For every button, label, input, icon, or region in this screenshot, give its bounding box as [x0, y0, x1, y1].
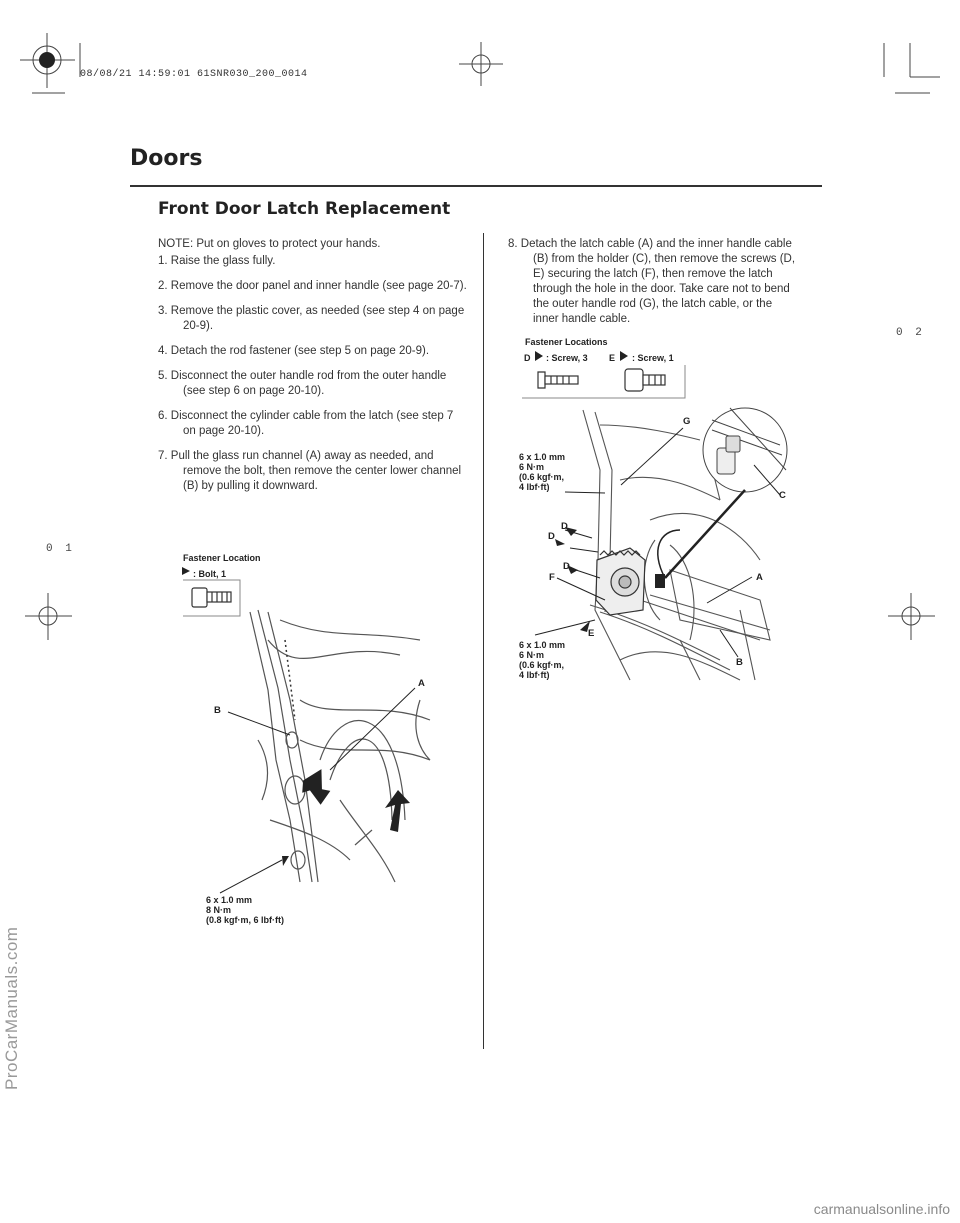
section-title: Doors [130, 146, 203, 171]
bottom-watermark: carmanualsonline.info [813, 1201, 950, 1217]
note-text: NOTE: Put on gloves to protect your hands. [158, 238, 381, 250]
step-7: 7. Pull the glass run channel (A) away as needed, and remove the bolt, then remove the center lower channel (B) by pulling it downward. [158, 450, 462, 492]
callout-g: G [683, 416, 691, 427]
callout-b-right: B [736, 657, 743, 668]
torque-spec-left-2: 8 N·m [206, 905, 232, 915]
side-watermark: ProCarManuals.com [2, 926, 21, 1090]
callout-d-3: D [563, 561, 570, 572]
step-1: 1. Raise the glass fully. [158, 255, 276, 267]
bolt-legend: : Bolt, 1 [193, 569, 226, 579]
torque-top-4: 4 lbf·ft) [519, 482, 550, 492]
torque-bottom-1: 6 x 1.0 mm [519, 640, 566, 650]
legend-d-arrow-icon [535, 351, 543, 361]
torque-spec-left-1: 6 x 1.0 mm [206, 895, 253, 905]
torque-bottom-4: 4 lbf·ft) [519, 670, 550, 680]
legend-e-screw: : Screw, 1 [632, 353, 674, 363]
fastener-locations-title: Fastener Locations [525, 337, 608, 347]
holder-clip [655, 574, 665, 588]
step-8: 8. Detach the latch cable (A) and the inner handle cable (B) from the holder (C), then remove the screws (D, E) securing the latch (F), then remove the latch through the hole in the door. Take care not to bend the outer handle rod (G), the latch cable, or the inner handle cable. [508, 238, 796, 325]
callout-b-left: B [214, 705, 221, 716]
fastener-location-title: Fastener Location [183, 553, 261, 563]
callout-f: F [549, 572, 555, 583]
latch-body [596, 548, 645, 615]
screw-e-icon [625, 369, 665, 391]
callout-a-left: A [418, 678, 425, 689]
torque-bottom-2: 6 N·m [519, 650, 545, 660]
callout-c: C [779, 490, 786, 501]
legend-d-letter: D [524, 353, 531, 363]
screw-d-icon [538, 372, 578, 388]
callout-d-1: D [561, 521, 568, 532]
print-timestamp: 08/08/21 14:59:01 61SNR030_200_0014 [80, 69, 308, 80]
callout-e: E [588, 628, 595, 639]
procedure-title: Front Door Latch Replacement [158, 199, 451, 219]
torque-top-2: 6 N·m [519, 462, 545, 472]
legend-e-letter: E [609, 353, 616, 363]
torque-bottom-3: (0.6 kgf·m, [519, 660, 565, 670]
callout-d-2: D [548, 531, 555, 542]
step-4: 4. Detach the rod fastener (see step 5 on page 20-9). [158, 345, 430, 357]
legend-d-screw: : Screw, 3 [546, 353, 588, 363]
step-6: 6. Disconnect the cylinder cable from the latch (see step 7 on page 20-10). [158, 410, 454, 437]
legend-e-arrow-icon [620, 351, 628, 361]
torque-top-1: 6 x 1.0 mm [519, 452, 566, 462]
torque-spec-left-3: (0.8 kgf·m, 6 lbf·ft) [206, 915, 284, 925]
torque-top-3: (0.6 kgf·m, [519, 472, 565, 482]
callout-a-right: A [756, 572, 763, 583]
step-3: 3. Remove the plastic cover, as needed (see step 4 on page 20-9). [158, 305, 465, 332]
step-5: 5. Disconnect the outer handle rod from the outer handle (see step 6 on page 20-10). [158, 370, 447, 397]
margin-marker-right: 0 2 [896, 327, 925, 339]
step-2: 2. Remove the door panel and inner handle (see page 20-7). [158, 280, 467, 292]
margin-marker-left: 0 1 [46, 543, 75, 555]
